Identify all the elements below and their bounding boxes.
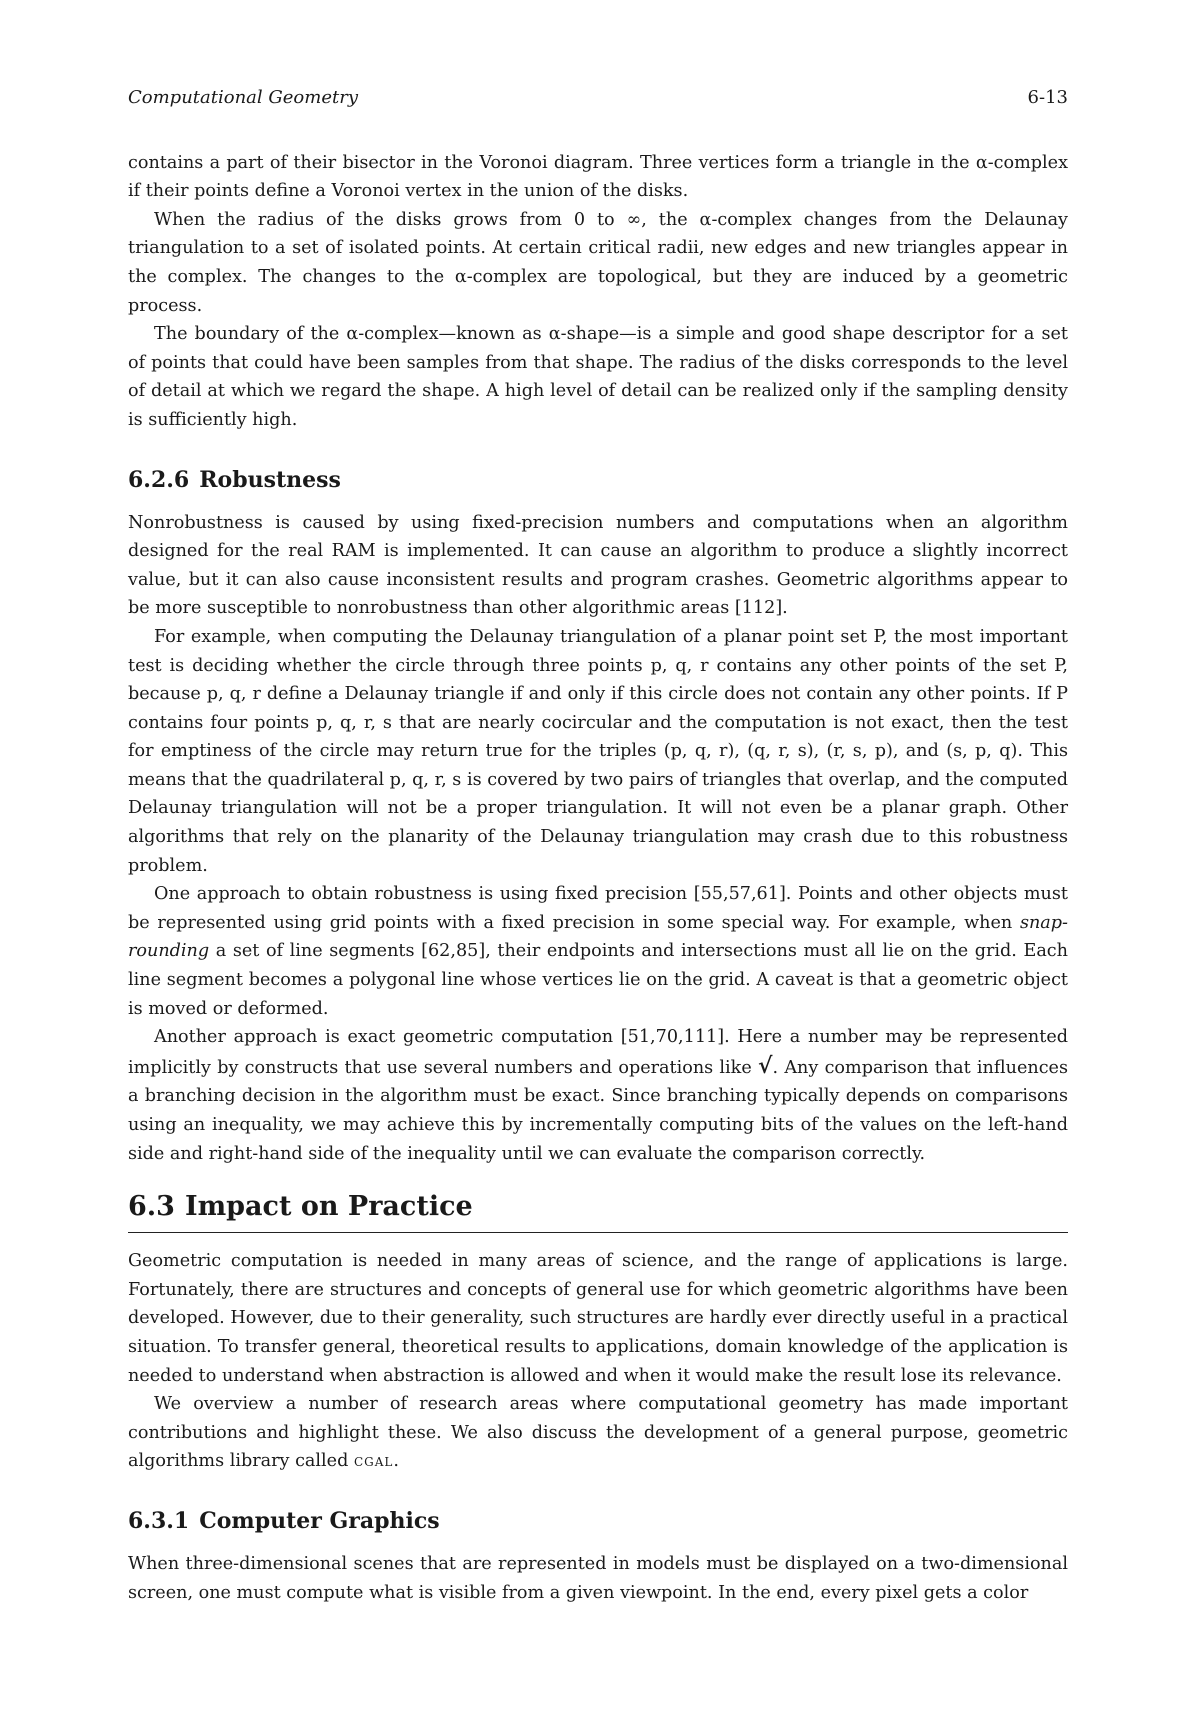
text-run: . [393, 1451, 399, 1472]
page [128, 84, 1068, 1607]
intro-paragraph-3: The boundary of the α-complex—known as α-shape—is a simple and good shape descriptor for a set of points that could have been samples from that shape. The radius of the disks corresponds to the level of detail at which we regard the shape. A high level of detail can be realized only if the sampling density is sufficiently high. [128, 324, 1068, 430]
section-number: 6.2.6 [128, 466, 190, 493]
text-run: One approach to obtain robustness is using fixed precision [55,57,61]. Points and other objects must be represented using grid points with a fixed precision in some special way. For example, when [128, 884, 1068, 933]
section-title: Computer Graphics [199, 1507, 440, 1534]
cgal-name: cgal [353, 1451, 394, 1472]
section-number: 6.3 [128, 1191, 175, 1223]
section-number: 6.3.1 [128, 1507, 190, 1534]
text-run: . Any comparison that influences a branching decision in the algorithm must be exact. Since branching typically depends on comparisons using an inequality, we may achieve this by incrementally computing bits of the values on the left-hand side and right-hand side of the inequality until we can evaluate the comparison correctly. [128, 1057, 1068, 1164]
section-title: Robustness [199, 466, 341, 493]
text-run: Another approach is exact geometric computation [51,70,111]. Here a number may be represented implicitly by constructs that use several numbers and operations like [128, 1027, 1068, 1078]
emphasis-snap-rounding: snap-rounding [128, 912, 1068, 962]
impact-paragraph-2 [128, 1390, 1068, 1476]
intro-paragraph-2: When the radius of the disks grows from 0 to ∞, the α-complex changes from the Delaunay triangulation to a set of isolated points. At certain critical radii, new edges and new triangles appear in the complex. The changes to the α-complex are topological, but they are induced by a geometric process. [128, 209, 1068, 316]
graphics-paragraph-1: When three-dimensional scenes that are represented in models must be displayed on a two-dimensional screen, one must compute what is visible from a given viewpoint. In the end, every pixel gets a color [128, 1553, 1068, 1603]
section-heading-robustness [128, 465, 1068, 495]
robustness-paragraph-2: For example, when computing the Delaunay triangulation of a planar point set P, the most important test is deciding whether the circle through three points p, q, r contains any other points of the set P, because p, q, r define a Delaunay triangle if and only if this circle does not contain any other points. If P contains four points p, q, r, s that are nearly cocircular and the computation is not exact, then the test for emptiness of the circle may return true for the triples (p, q, r), (q, r, s), (r, s, p), and (s, p, q). This means that the quadrilateral p, q, r, s is covered by two pairs of triangles that overlap, and the computed Delaunay triangulation will not be a proper triangulation. It will not even be a planar graph. Other algorithms that rely on the planarity of the Delaunay triangulation may crash due to this robustness problem. [128, 626, 1068, 876]
intro-paragraph-1: contains a part of their bisector in the Voronoi diagram. Three vertices form a triangle in the α-complex if their points define a Voronoi vertex in the union of the disks. [128, 152, 1068, 202]
robustness-paragraph-1: Nonrobustness is caused by using fixed-precision numbers and computations when an algorithm designed for the real RAM is implemented. It can cause an algorithm to produce a slightly incorrect value, but it can also cause inconsistent results and program crashes. Geometric algorithms appear to be more susceptible to nonrobustness than other algorithmic areas [112]. [128, 512, 1068, 619]
sqrt-symbol: √ [758, 1052, 773, 1079]
page-number: 6-13 [1027, 87, 1068, 108]
impact-paragraph-1: Geometric computation is needed in many areas of science, and the range of applications is large. Fortunately, there are structures and concepts of general use for which geometric algorithms have been developed. However, due to their generality, such structures are hardly ever directly useful in a practical situation. To transfer general, theoretical results to applications, domain knowledge of the application is needed to understand when abstraction is allowed and when it would make the result lose its relevance. [128, 1251, 1068, 1386]
running-head-title: Computational Geometry [128, 87, 358, 108]
running-head [128, 84, 1068, 113]
text-run: a set of line segments [62,85], their endpoints and intersections must all lie on the grid. Each line segment becomes a polygonal line whose vertices lie on the grid. A caveat is that a geometric object is moved or deformed. [128, 941, 1068, 1019]
section-heading-computer-graphics [128, 1506, 1068, 1536]
section-heading-impact-on-practice [128, 1190, 1068, 1233]
robustness-paragraph-3 [128, 880, 1068, 1023]
section-title: Impact on Practice [184, 1191, 473, 1223]
robustness-paragraph-4 [128, 1023, 1068, 1168]
text-run: We overview a number of research areas where computational geometry has made important contributions and highlight these. We also discuss the development of a general purpose, geometric algorithms library called [128, 1394, 1068, 1472]
